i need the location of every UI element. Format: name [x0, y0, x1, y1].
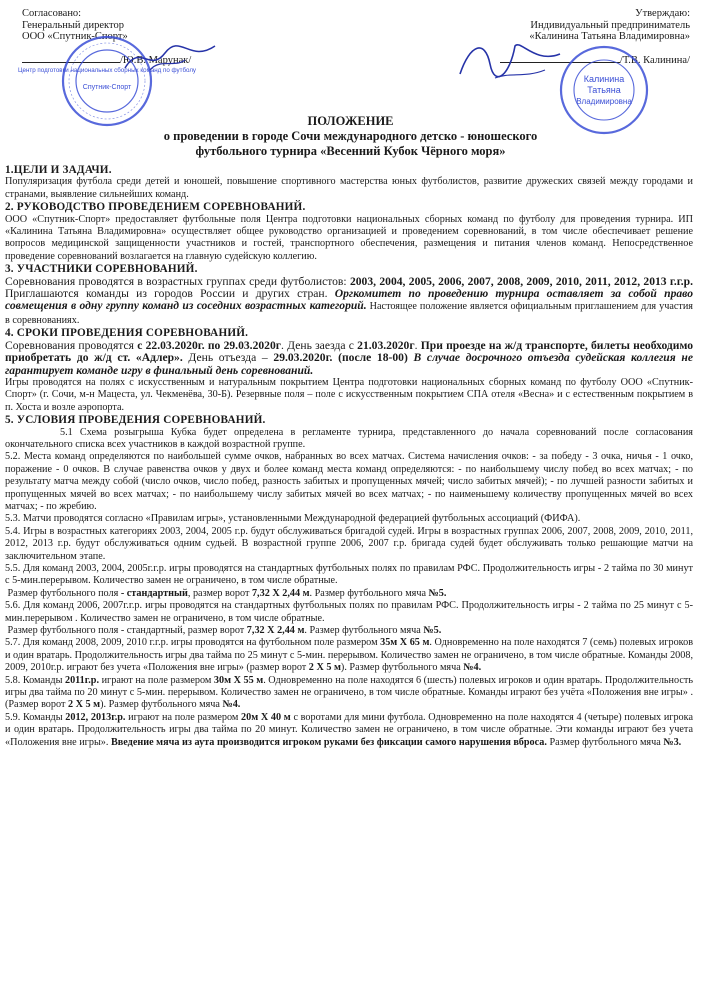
document-title — [0, 114, 701, 159]
stamp-left-text: Центр подготовки национальных сборных команд по футболу — [17, 67, 197, 74]
text-run: Размер футбольного мяча — [546, 736, 664, 748]
text-run-bold: 7,32 Х 2,44 м — [251, 587, 310, 599]
paragraph: 5.1 Схема розыгрыша Кубка будет определена в регламенте турнира, представленного до начала соревнований после согласования окончательного списка всех участников в каждой возрастной группе. — [5, 426, 693, 450]
handwritten-signature-icon — [455, 34, 565, 84]
text-run: 5.9. Команды — [5, 711, 66, 723]
text-run: 5.8. Команды — [5, 674, 65, 686]
text-run: ). Размер футбольного мяча — [100, 699, 223, 711]
text-run-bold: - стандартный — [120, 587, 188, 599]
paragraph — [5, 340, 693, 377]
stamp-right-line3: Владимировна — [576, 97, 632, 106]
text-run: с воротами для мини футбола. Одновременно на поле находятся 4 (четыре) полевых игрока и один вратарь. Продолжительность игры два тайма по 20 минут. Количество замен не ограничено, в том числе обратные. Эти команды играют без учета «Положения вне игры». — [5, 711, 693, 748]
paragraph — [5, 712, 693, 749]
stamp-right-line2: Татьяна — [587, 85, 621, 95]
approval-left-position: Генеральный директор — [22, 19, 124, 31]
title-line-3: футбольного турнира «Весенний Кубок Чёрного моря» — [195, 144, 506, 158]
text-run-bold-italic: Оргкомитет по проведению турнира оставляет за собой право совмещения в одну группу команд из соседних возрастных категорий. — [5, 287, 693, 313]
paragraph: 5.2. Места команд определяются по наибольшей сумме очков, набранных во всех матчах. Система начисления очков: - за победу - 3 очка, ничья - 1 очко, поражение - 0 очков. В случае равенства очков у двух и более команд места команд определяются: - по наибольшему числу побед во всех матчах; - по результату матча между собой (число очков, число побед, разность забитых и пропущенных мячей; число забитых мячей); - по лучшей разности забитых и пропущенных мячей во всех матчах; - по наибольшему числу забитых мячей во всех матчах; - по наименьшему количеству пропущенных мячей во всех матчах; - по жребию. — [5, 451, 693, 512]
approval-right-signer: /Т.В. Калинина/ — [619, 54, 690, 66]
text-run-bold: 21.03.2020г — [357, 338, 415, 352]
approval-left-signer: /Ю.В. Марунак/ — [120, 54, 192, 66]
text-run-bold: 2012, 2013г.р. — [65, 711, 126, 723]
paragraph: Популяризация футбола среди детей и юношей, повышение спортивного мастерства юных футболистов, развитие дружеских связей между городами и странами, выявление сильнейших команд. — [5, 176, 693, 200]
text-run-bold: №5. — [428, 587, 447, 599]
paragraph: 5.4. Игры в возрастных категориях 2003, 2004, 2005 г.р. будут обслуживаться бригадой судей. Игры в возрастных группах 2006, 2007, 2008, 2009, 2010, 2011, 2012, 2013 г.р. будут обслуживаться одним судьей. В возрастной группе 2006, 2007 г.р. бригада судей будет обслуживать только решающие матчи на заключительном этапе. — [5, 525, 693, 562]
paragraph: Игры проводятся на полях с искусственным и натуральным покрытием Центра подготовки национальных сборных команд по футболу ООО «Спутник-Спорт» (г. Сочи, м-н Мацеста, ул. Чекменёва, 30-Б). Резервные поля – поле с искусственным покрытием СПА отеля «Весна» и с естественным покрытием в п. Хоста и возле аэропорта. — [5, 376, 693, 413]
text-run-bold: №5. — [423, 625, 442, 637]
text-run-bold: 7,32 Х 2,44 м — [246, 625, 305, 637]
paragraph — [5, 276, 693, 328]
text-run-bold: с 22.03.2020г. по 29.03.2020г — [137, 338, 282, 352]
approval-left-org: ООО «Спутник-Спорт» — [22, 31, 128, 42]
paragraph: ООО «Спутник-Спорт» предоставляет футбольные поля Центра подготовки национальных сборных команд по футболу для проведения турнира. ИП «Калинина Татьяна Владимировна» осуществляет общее руководство организацией и проведением соревнований, в том числе обеспечивает решение вопросов медицинской защищенности участников и гостей, транспортного обеспечения, размещения и питания членов команд. Непосредственное проведение соревнований возлагается на главную судейскую коллегию. — [5, 213, 693, 262]
text-run-bold: №4. — [463, 662, 482, 674]
title-line-1: ПОЛОЖЕНИЕ — [307, 114, 394, 128]
document-body — [5, 164, 693, 749]
text-run-bold-italic: В случае досрочного отъезда судейская коллегия не гарантирует команде игру в финальный день соревнований. — [5, 351, 693, 377]
paragraph: 5.3. Матчи проводятся согласно «Правилам игры», установленными Международной федерацией футбольных ассоциаций (ФИФА). — [5, 513, 581, 525]
paragraph — [5, 625, 693, 637]
text-run-bold: 29.03.2020г. (после 18-00) — [273, 351, 408, 365]
approval-right-position: Индивидуальный предприниматель — [530, 19, 690, 31]
text-run-bold: 2 Х 5 м — [308, 662, 341, 674]
text-run: Соревнования проводятся в возрастных группах среди футболистов: — [5, 274, 350, 288]
stamp-left-org: Спутник-Спорт — [82, 84, 132, 91]
text-run: , размер ворот — [187, 587, 252, 599]
text-run: играют на поле размером — [125, 711, 242, 723]
paragraph: 5.6. Для команд 2006, 2007г.г.р. игры проводятся на стандартных футбольных полях по правилам РФС. Продолжительность игры - 2 тайма по 25 минут с 5-мин.перерывом . Количество замен не ограничено, в том числе обратные. — [5, 600, 693, 624]
approval-left-label: Согласовано: — [22, 8, 82, 19]
text-run-bold: №3. — [663, 736, 682, 748]
text-run: играют на поле размером — [99, 674, 214, 686]
paragraph — [5, 588, 693, 600]
paragraph — [5, 637, 693, 674]
text-run: Размер футбольного поля — [7, 587, 121, 599]
text-run-bold: 2003, 2004, 2005, 2006, 2007, 2008, 2009, 2010, 2011, 2012, 2013 г.г.р. — [349, 274, 693, 288]
text-run: Соревнования проводятся — [5, 338, 138, 352]
approval-right-name: «Калинина Татьяна Владимировна» — [529, 31, 690, 42]
section-heading: 5. УСЛОВИЯ ПРОВЕДЕНИЯ СОРЕВНОВАНИЙ. — [5, 414, 266, 427]
text-run: . Размер футбольного мяча — [304, 625, 424, 637]
text-run: Размер футбольного поля - стандартный, размер ворот — [7, 625, 247, 637]
text-run: ). Размер футбольного мяча — [340, 662, 464, 674]
section-heading: 2. РУКОВОДСТВО ПРОВЕДЕНИЕМ СОРЕВНОВАНИЙ. — [5, 201, 306, 214]
text-run-bold: 20м Х 40 м — [241, 711, 291, 723]
text-run: 5.7. Для команд 2008, 2009, 2010 г.г.р. игры проводятся на футбольном поле размером — [5, 637, 381, 649]
text-run-bold: Введение мяча из аута производится игроком руками без фиксации самого нарушения вброса. — [110, 736, 547, 748]
section-heading: 4. СРОКИ ПРОВЕДЕНИЯ СОРЕВНОВАНИЙ. — [5, 327, 249, 340]
text-run-bold: №4. — [222, 699, 241, 711]
approval-right-label: Утверждаю: — [635, 8, 690, 19]
title-line-2: о проведении в городе Сочи международного детско - юношеского — [163, 129, 538, 143]
text-run: Приглашаются команды из городов России и других стран. — [5, 287, 335, 301]
text-run-bold: 30м Х 55 м — [213, 674, 264, 686]
text-run: День отъезда – — [182, 351, 274, 365]
text-run: Настоящее положение является официальным приглашением для участия в соревнованиях. — [5, 301, 693, 326]
section-heading: 1.ЦЕЛИ И ЗАДАЧИ. — [5, 164, 112, 176]
text-run-bold: При проезде на ж/д транспорте, билеты необходимо приобретать до ж/д ст. «Адлер». — [5, 338, 693, 365]
paragraph: 5.5. Для команд 2003, 2004, 2005г.г.р. игры проводятся на стандартных футбольных полях по правилам РФС. Продолжительность игры - 2 тайма по 30 минут с 5-мин.перерывом. Количество замен не ограничено, в том числе обратные. — [5, 563, 693, 587]
section-heading: 3. УЧАСТНИКИ СОРЕВНОВАНИЙ. — [5, 263, 198, 276]
text-run: . День заезда с — [281, 338, 358, 352]
text-run: . Одновременно на поле находятся 6 (шесть) полевых игроков и один вратарь. Продолжительность игры два тайма по 20 минут с 5-мин. перерывом. Количество замен не ограничено, в том числе обратные. Команды играют без учёта «Положения вне игры» . (Размер ворот — [5, 674, 693, 711]
text-run-bold: 35м Х 65 м — [380, 637, 430, 649]
text-run: . Одновременно на поле находятся 7 (семь) полевых игроков и один вратарь. Продолжительность игры два тайма по 25 минут с 5-мин. перерывом. Количество замен не ограничено, в том числе обратные. Команды 2008, 2009, 2010г.р. играют без учета «Положения вне игры» (размер ворот — [5, 637, 693, 674]
handwritten-signature-icon — [120, 38, 220, 78]
text-run: . — [414, 338, 421, 352]
text-run: . Размер футбольного мяча — [309, 587, 429, 599]
paragraph — [5, 675, 693, 712]
text-run-bold: 2 Х 5 м — [67, 699, 101, 711]
text-run-bold: 2011г.р. — [64, 674, 100, 686]
stamp-right-line1: Калинина — [583, 74, 625, 84]
